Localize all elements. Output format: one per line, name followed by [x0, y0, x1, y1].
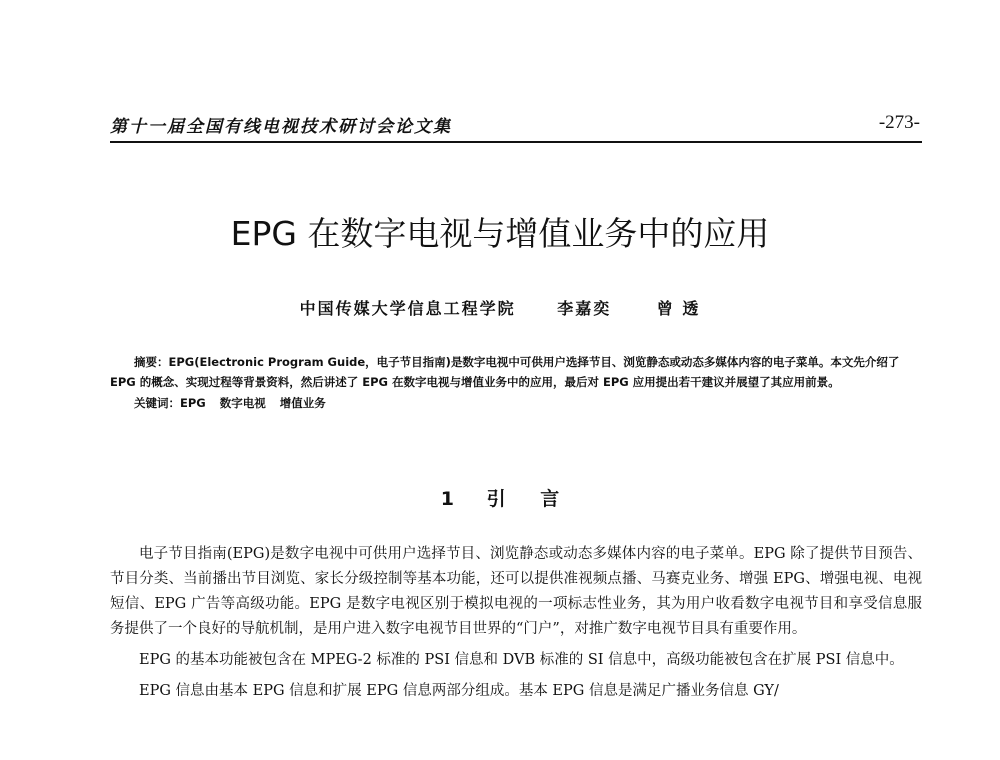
body-text — [110, 542, 922, 704]
abstract-text: 摘要：EPG(Electronic Program Guide，电子节目指南)是数字电视中可供用户选择节目、浏览静态或动态多媒体内容的电子菜单。本文先介绍了 EPG 的概念、实现过程等背景资料，然后讲述了 EPG 在数字电视与增值业务中的应用，最后对 EPG 应用提出若干建议并展望了其应用前景。 — [110, 355, 900, 389]
paper-title: EPG 在数字电视与增值业务中的应用 — [230, 214, 770, 253]
section-number: 1 — [440, 488, 454, 510]
keyword: 增值业务 — [279, 396, 326, 410]
affiliation: 中国传媒大学信息工程学院 — [299, 299, 516, 318]
keyword: 数字电视 — [219, 396, 266, 410]
body-paragraph: 电子节目指南(EPG)是数字电视中可供用户选择节目、浏览静态或动态多媒体内容的电子菜单。EPG 除了提供节目预告、节目分类、当前播出节目浏览、家长分级控制等基本功能，还可以提供准视频点播、马赛克业务、增强 EPG、增强电视、电视短信、EPG 广告等高级功能。EPG 是数字电视区别于模拟电视的一项标志性业务，其为用户收看数字电视节目和享受信息服务提供了一个良好的导航机制，是用户进入数字电视节目世界的“门户”，对推广数字电视节目具有重要作用。 — [110, 546, 922, 637]
keywords — [110, 393, 920, 413]
running-header — [110, 112, 920, 142]
author-name: 曾 透 — [656, 299, 701, 318]
page-number: -273- — [878, 112, 920, 133]
keywords-label: 关键词：EPG — [134, 396, 206, 410]
header-rule — [110, 141, 922, 143]
author-line — [0, 296, 1000, 319]
section-title: 言 — [540, 488, 560, 510]
section-heading — [0, 484, 1000, 511]
author-name: 李嘉奕 — [557, 299, 612, 318]
section-title: 引 — [486, 488, 506, 510]
body-paragraph: EPG 的基本功能被包含在 MPEG-2 标准的 PSI 信息和 DVB 标准的 SI 信息中，高级功能被包含在扩展 PSI 信息中。 — [139, 652, 904, 668]
abstract — [110, 352, 920, 413]
running-title: 第十一届全国有线电视技术研讨会论文集 — [110, 117, 452, 137]
body-paragraph: EPG 信息由基本 EPG 信息和扩展 EPG 信息两部分组成。基本 EPG 信息是满足广播业务信息 GY/ — [139, 683, 779, 699]
